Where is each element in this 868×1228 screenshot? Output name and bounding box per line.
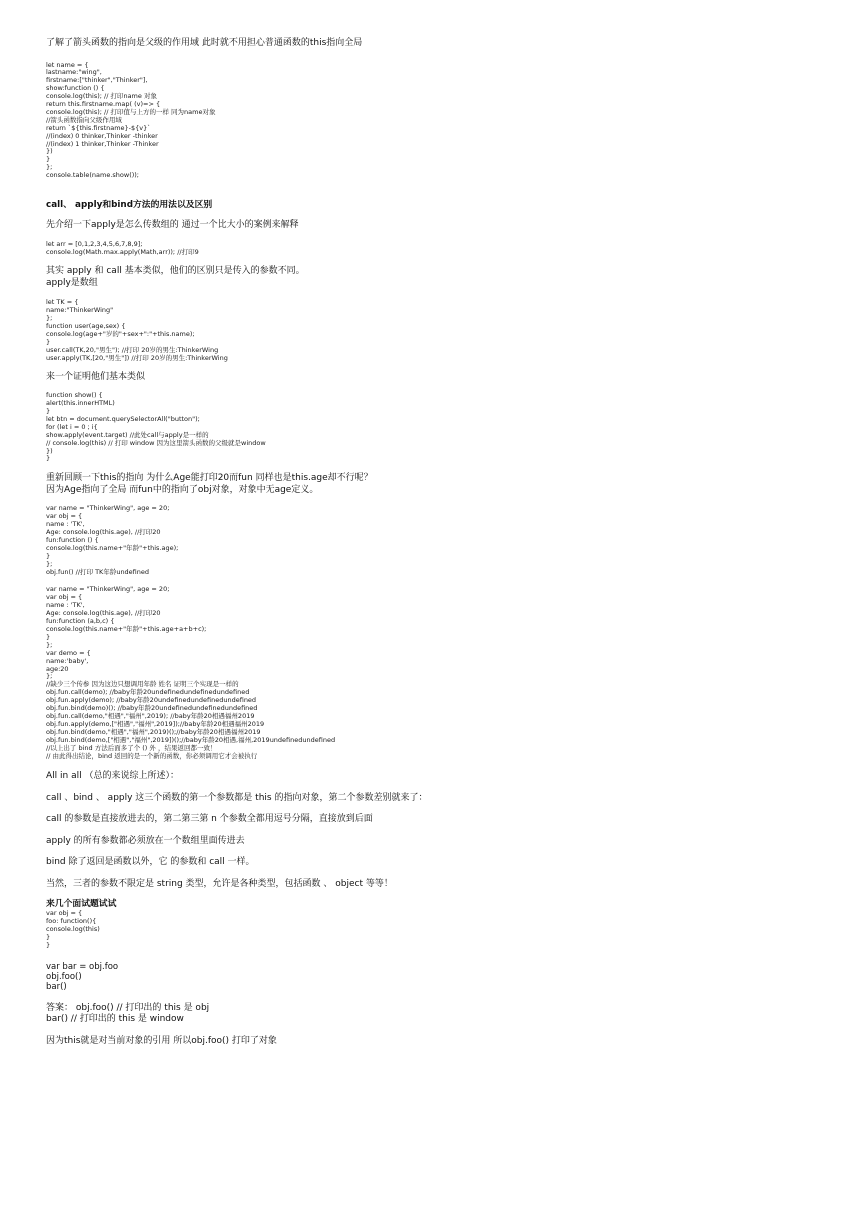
section-heading-call-apply-bind: call、 apply和bind方法的用法以及区别 (46, 200, 213, 211)
summary-param-types: 当然，三者的参数不限定是 string 类型，允许是各种类型，包括函数 、 object 等等！ (46, 878, 393, 889)
document-page (46, 38, 846, 1047)
summary-apply-params: apply 的所有参数都必须放在一个数组里面传进去 (46, 835, 245, 846)
intro-paragraph: 了解了箭头函数的指向是父级的作用域 此时就不用担心普通函数的this指向全局 (46, 38, 363, 48)
interview-questions-heading: 来几个面试题试试 (46, 899, 117, 910)
summary-call-params: call 的参数是直接放进去的，第二第三第 n 个参数全都用逗号分隔，直接放到后面 (46, 814, 373, 825)
summary-heading: All in all （总的来说综上所述）： (46, 771, 179, 782)
code-block-user-call-apply: let TK = { name:"ThinkerWing" }; function user(age,sex) { console.log(age+"岁的"+sex+":"+this.name); } user.call(TK,20,"男生"); //打印 20岁的男生:ThinkerWing user.apply(TK,[20,"男生"]) //打印 20岁的男生:ThinkerWing (46, 298, 228, 362)
apply-array-intro: 先介绍一下apply是怎么传数组的 通过一个比大小的案例来解释 (46, 220, 299, 231)
code-block-interview-obj: var obj = { foo: function(){ console.log(this) } } (46, 909, 100, 950)
answer-paragraph: 答案： obj.foo() // 打印出的 this 是 obj bar() // 打印出的 this 是 window (46, 1002, 210, 1025)
proof-heading: 来一个证明他们基本类似 (46, 371, 146, 382)
code-block-math-max: let arr = [0,1,2,3,4,5,6,7,8,9]; console.log(Math.max.apply(Math,arr)); //打印9 (46, 239, 199, 256)
this-review-paragraph: 重新回顾一下this的指向 为什么Age能打印20而fun 同样也是this.age却不行呢？ 因为Age指向了全局 而fun中的指向了obj对象，对象中无age定义。 (46, 473, 373, 495)
code-block-call-apply-bind-demo: var name = "ThinkerWing", age = 20; var obj = { name : 'TK', Age: console.log(this.age), //打印20 fun:function (a,b,c) { console.log(this.name+"年龄"+this.age+a+b+c); } }; var demo = { name:'baby', age:20 }; //缺少三个传参 因为这边只想调用年龄 姓名 证明三个实现是一样的 obj.fun.call(demo); //baby年龄20undefinedundefinedundefined obj.fun.apply(demo); //baby年龄20undefinedundefinedundefined obj.fun.bind(demo)(); //baby年龄20undefinedundefinedundefined obj.fun.call(demo,"相遇","福州",2019); //baby年龄20相遇福州2019 obj.fun.apply(demo,["相遇","福州",2019]);//baby年龄20相遇福州2019 obj.fun.bind(demo,"相遇","福州",2019)();//baby年龄20相遇福州2019 obj.fun.bind(demo,["相遇","福州",2019])();//baby年龄20相遇,福州,2019undefinedundefined //以上出了 bind 方法后面多了个 () 外 ，结果返回都一致！ // 由此得出结论，bind 返回的是一个新的函数，你必须调用它才会被执行 (46, 585, 336, 760)
code-block-arrow-function: let name = { lastname:"wing", firstname:["thinker","Thinker"], show:function () { console.log(this); // 打印name 对象 return this.firstname.map( (v)=> { console.log(this); // 打印值与上方的一样 同为name对象 //箭头函数指向父级作用域 return `${this.firstname}-${v}` //(index) 0 thinker,Thinker -thinker //(index) 1 thinker,Thinker -Thinker }) } }; console.table(name.show()); (46, 60, 216, 180)
code-block-obj-fun: var name = "ThinkerWing", age = 20; var obj = { name : 'TK', Age: console.log(this.age), //打印20 fun:function () { console.log(this.name+"年龄"+this.age); } }; obj.fun() //打印 TK年龄undefined (46, 504, 179, 576)
summary-first-param: call 、bind 、 apply 这三个函数的第一个参数都是 this 的指向对象，第二个参数差别就来了： (46, 792, 428, 803)
apply-call-difference: 其实 apply 和 call 基本类似，他们的区别只是传入的参数不同。 apply是数组 (46, 266, 305, 288)
code-block-interview-calls: var bar = obj.foo obj.foo() bar() (46, 961, 119, 993)
conclusion-paragraph: 因为this就是对当前对象的引用 所以obj.foo() 打印了对象 (46, 1035, 277, 1046)
code-block-show-buttons: function show() { alert(this.innerHTML) } let btn = document.querySelectorAll("button"); for (let i = 0 ; i{ show.apply(event.target) //此处call与apply是一样的 // console.log(this) // 打印 window 因为这里箭头函数的父级就是window }) } (46, 391, 266, 463)
summary-bind-params: bind 除了返回是函数以外，它 的参数和 call 一样。 (46, 857, 255, 868)
